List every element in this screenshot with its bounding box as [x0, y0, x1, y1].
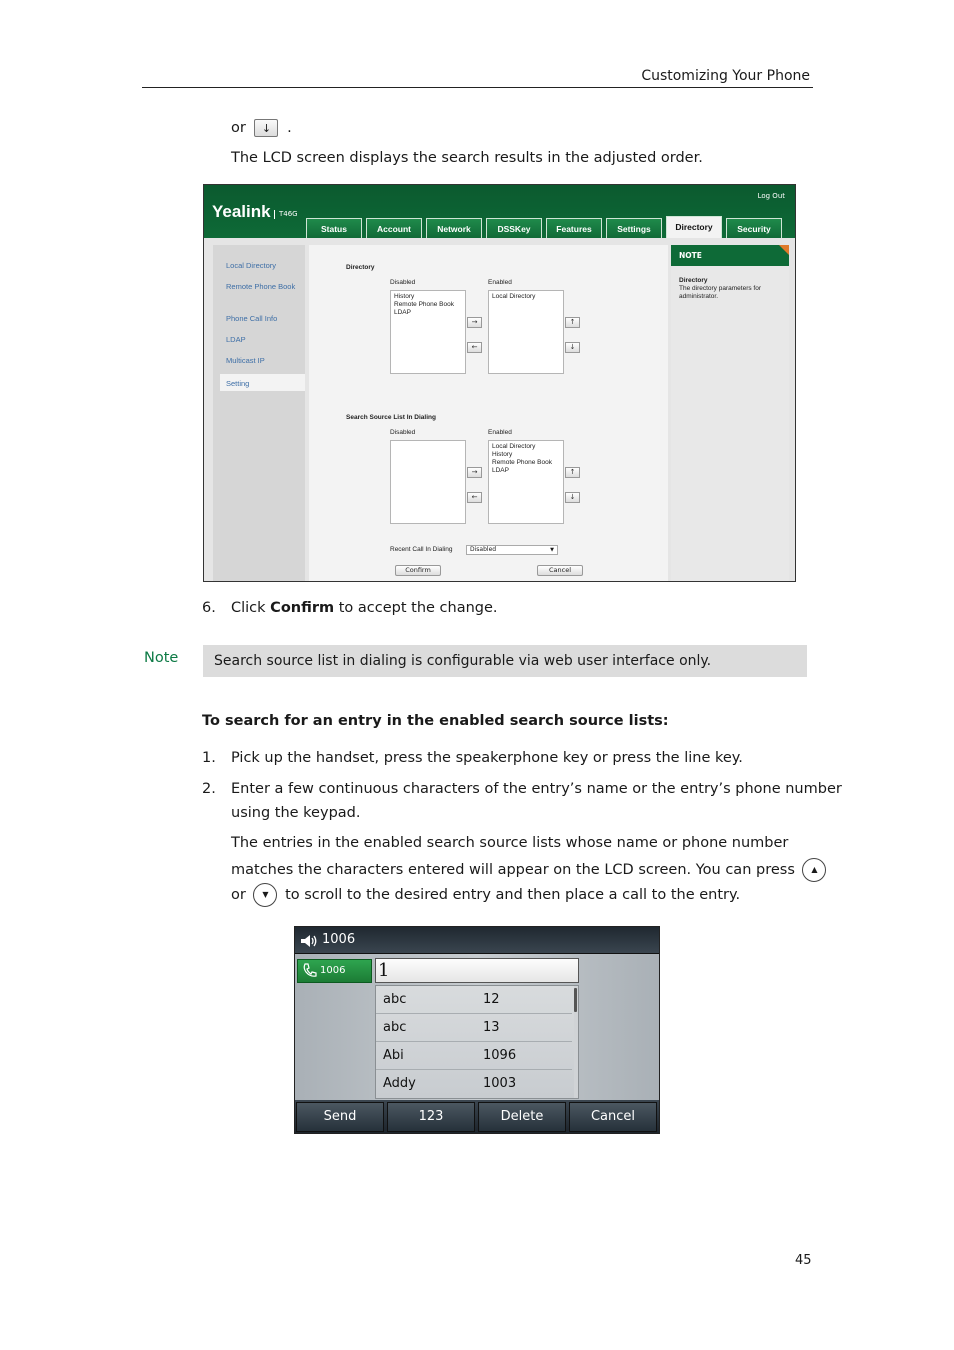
step-2-line1: Enter a few continuous characters of the entry’s name or the entry’s phone number: [231, 781, 842, 797]
result-number: 1096: [483, 1048, 517, 1063]
list-item[interactable]: Remote Phone Book: [492, 459, 552, 466]
down-arrow-key-icon: ↓: [254, 119, 278, 137]
tab-security[interactable]: Security: [726, 218, 782, 238]
list-item[interactable]: [376, 1070, 572, 1098]
delete-softkey[interactable]: Delete: [478, 1102, 566, 1132]
tab-features[interactable]: Features: [546, 218, 602, 238]
step-6-confirm: Confirm: [270, 600, 335, 616]
search-disabled-list[interactable]: [390, 440, 466, 524]
procedure-heading: To search for an entry in the enabled search source lists:: [202, 713, 669, 729]
logout-link[interactable]: Log Out: [757, 192, 785, 200]
directory-enabled-label: Enabled: [488, 279, 512, 286]
list-item[interactable]: Remote Phone Book: [394, 301, 454, 308]
list-item[interactable]: [376, 1014, 572, 1042]
directory-disabled-list[interactable]: [390, 290, 466, 374]
list-item[interactable]: LDAP: [394, 309, 411, 316]
move-right-button[interactable]: →: [467, 317, 482, 328]
period: .: [287, 120, 292, 136]
chevron-down-icon: ▼: [550, 547, 554, 553]
left-nav-panel: [213, 245, 305, 582]
step-2-line2: using the keypad.: [231, 805, 361, 821]
list-item[interactable]: History: [394, 293, 415, 300]
search-move-up-button[interactable]: ↑: [565, 467, 580, 478]
web-ui-screenshot: [203, 184, 796, 582]
step-6-post: to accept the change.: [334, 600, 498, 616]
search-enabled-label: Enabled: [488, 429, 512, 436]
phone-handset-icon: [302, 963, 318, 988]
nav-ldap[interactable]: LDAP: [226, 335, 246, 344]
list-item[interactable]: [376, 986, 572, 1014]
scroll-up-key-icon: ▲: [802, 858, 826, 882]
result-name: abc: [383, 1020, 407, 1035]
nav-multicast-ip[interactable]: Multicast IP: [226, 356, 265, 365]
move-down-button[interactable]: ↓: [565, 342, 580, 353]
list-item[interactable]: LDAP: [492, 467, 509, 474]
cancel-softkey[interactable]: Cancel: [569, 1102, 657, 1132]
phone-title: 1006: [322, 932, 356, 947]
search-results-list: [375, 985, 579, 1099]
speaker-icon: [300, 933, 318, 952]
send-softkey[interactable]: Send: [296, 1102, 384, 1132]
list-item[interactable]: History: [492, 451, 513, 458]
123-softkey[interactable]: 123: [387, 1102, 475, 1132]
nav-setting[interactable]: Setting: [226, 379, 250, 388]
search-move-down-button[interactable]: ↓: [565, 492, 580, 503]
result-name: Addy: [383, 1076, 416, 1091]
result-name: Abi: [383, 1048, 404, 1063]
para-line1: The entries in the enabled search source lists whose name or phone number: [231, 835, 789, 851]
header-rule: [142, 87, 813, 88]
recent-call-select[interactable]: [466, 545, 558, 555]
nav-local-directory[interactable]: Local Directory: [226, 261, 277, 270]
search-source-title: Search Source List In Dialing: [346, 414, 436, 421]
note-panel-body: The directory parameters for administrator.: [679, 285, 762, 300]
model-label: T46G: [274, 210, 298, 219]
directory-disabled-label: Disabled: [390, 279, 416, 286]
scrollbar-thumb[interactable]: [574, 988, 577, 1012]
nav-remote-phone-book[interactable]: Remote Phone Book: [226, 282, 296, 291]
scroll-down-key-icon: ▼: [253, 883, 277, 907]
note-box: Search source list in dialing is configurable via web user interface only.: [203, 645, 807, 677]
yealink-logo: Yealink: [212, 202, 271, 221]
lcd-sentence: The LCD screen displays the search results in the adjusted order.: [231, 150, 703, 166]
step-2-number: 2.: [202, 781, 216, 797]
line-key-button[interactable]: [297, 959, 372, 983]
running-header: Customizing Your Phone: [641, 68, 810, 84]
recent-call-label: Recent Call In Dialing: [390, 546, 453, 553]
search-move-right-button[interactable]: →: [467, 467, 482, 478]
result-number: 1003: [483, 1076, 517, 1091]
search-disabled-label: Disabled: [390, 429, 416, 436]
para-line2-text: matches the characters entered will appear on the LCD screen. You can press: [231, 862, 795, 878]
line-key-label: 1006: [320, 965, 346, 976]
tab-directory[interactable]: Directory: [666, 216, 722, 238]
result-number: 13: [483, 1020, 500, 1035]
move-left-button[interactable]: ←: [467, 342, 482, 353]
result-name: abc: [383, 992, 407, 1007]
phone-lcd-screenshot: [294, 926, 660, 1134]
list-item[interactable]: Local Directory: [492, 293, 536, 300]
note-panel-title: Directory: [679, 277, 708, 284]
directory-enabled-list[interactable]: [488, 290, 564, 374]
note-label: Note: [144, 650, 179, 666]
search-input[interactable]: 1: [375, 958, 579, 983]
search-move-left-button[interactable]: ←: [467, 492, 482, 503]
tab-status[interactable]: Status: [306, 218, 362, 238]
para-line3: [231, 883, 740, 907]
note-panel-head: NOTE: [671, 245, 789, 266]
step-6-text: [231, 598, 498, 618]
move-up-button[interactable]: ↑: [565, 317, 580, 328]
page-number: 45: [795, 1253, 812, 1268]
result-number: 12: [483, 992, 500, 1007]
cancel-button[interactable]: Cancel: [537, 565, 583, 576]
confirm-button[interactable]: Confirm: [395, 565, 441, 576]
tab-settings[interactable]: Settings: [606, 218, 662, 238]
or-text: or: [231, 120, 246, 136]
tab-network[interactable]: Network: [426, 218, 482, 238]
para-line2: [231, 858, 829, 882]
or-line: [231, 118, 292, 138]
search-enabled-list[interactable]: [488, 440, 564, 524]
para-line3-text: to scroll to the desired entry and then place a call to the entry.: [285, 887, 741, 903]
nav-phone-call-info[interactable]: Phone Call Info: [226, 314, 278, 323]
tab-dsskey[interactable]: DSSKey: [486, 218, 542, 238]
tab-account[interactable]: Account: [366, 218, 422, 238]
step-6-number: 6.: [202, 600, 216, 616]
step-6-pre: Click: [231, 600, 271, 616]
list-item[interactable]: [376, 1042, 572, 1070]
directory-title: Directory: [346, 264, 375, 271]
note-corner-icon: [779, 245, 789, 255]
step-1-text: Pick up the handset, press the speakerphone key or press the line key.: [231, 750, 743, 766]
recent-call-value: Disabled: [470, 546, 497, 553]
list-item[interactable]: Local Directory: [492, 443, 536, 450]
para-line3-or: or: [231, 887, 246, 903]
step-1-number: 1.: [202, 750, 216, 766]
